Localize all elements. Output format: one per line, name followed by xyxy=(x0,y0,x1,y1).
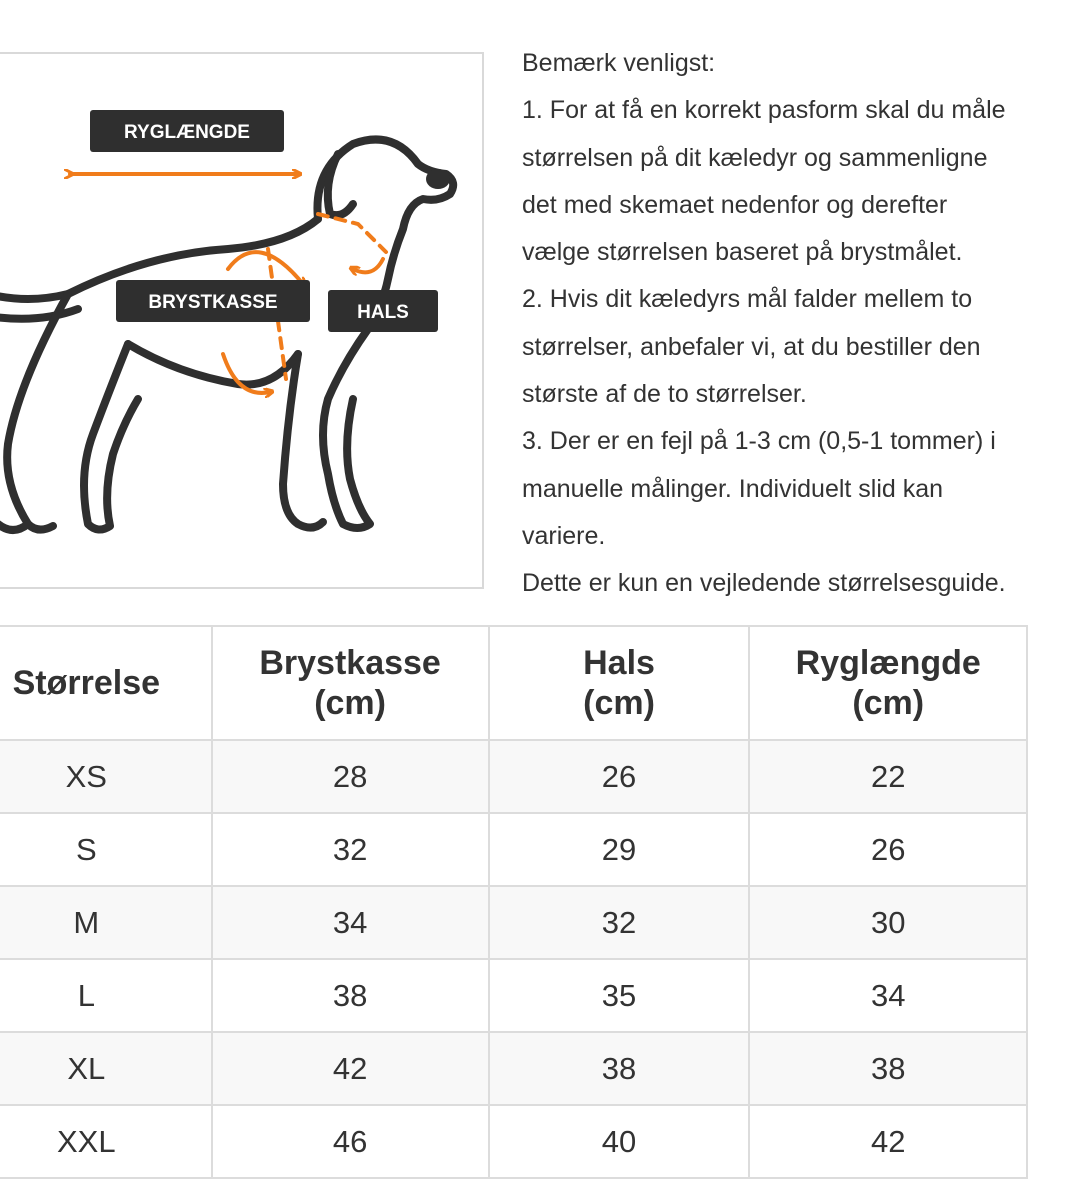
neck-label xyxy=(328,290,438,332)
cell-neck: 32 xyxy=(489,886,750,959)
chest-label xyxy=(116,280,310,322)
cell-size: M xyxy=(0,886,212,959)
cell-neck: 38 xyxy=(489,1032,750,1105)
size-table xyxy=(0,625,1028,1179)
table-row xyxy=(0,959,1027,1032)
dog-nose xyxy=(426,169,450,189)
chest-arrow-top xyxy=(228,252,303,284)
notes-line: størrelser, anbefaler vi, at du bestiller den xyxy=(522,332,981,361)
notes-line: manuelle målinger. Individuelt slid kan xyxy=(522,474,944,503)
dog-outline xyxy=(0,140,453,531)
notes-line: størrelsen på dit kæledyr og sammenligne xyxy=(522,143,988,172)
cell-size: XL xyxy=(0,1032,212,1105)
chest-arrow-bottom xyxy=(223,354,270,393)
header-chest: Brystkasse (cm) xyxy=(212,626,489,740)
cell-back-length: 22 xyxy=(749,740,1027,813)
cell-size: L xyxy=(0,959,212,1032)
cell-size: XXL xyxy=(0,1105,212,1178)
cell-back-length: 34 xyxy=(749,959,1027,1032)
table-row xyxy=(0,886,1027,959)
notes-line: vælge størrelsen baseret på brystmålet. xyxy=(522,238,963,267)
cell-chest: 34 xyxy=(212,886,489,959)
notes-line: 3. Der er en fejl på 1-3 cm (0,5-1 tommer) i xyxy=(522,427,996,456)
header-neck: Hals (cm) xyxy=(489,626,750,740)
neck-dashed-line xyxy=(318,214,386,252)
cell-back-length: 30 xyxy=(749,886,1027,959)
cell-back-length: 26 xyxy=(749,813,1027,886)
table-row xyxy=(0,1032,1027,1105)
cell-size: XS xyxy=(0,740,212,813)
cell-neck: 40 xyxy=(489,1105,750,1178)
size-notes xyxy=(522,40,1068,608)
header-size: Størrelse xyxy=(0,626,212,740)
neck-label-text: HALS xyxy=(357,302,409,323)
neck-arrow xyxy=(353,259,383,272)
table-row xyxy=(0,1105,1027,1178)
notes-line: 1. For at få en korrekt pasform skal du måle xyxy=(522,96,1006,125)
cell-chest: 28 xyxy=(212,740,489,813)
cell-back-length: 42 xyxy=(749,1105,1027,1178)
table-header-row xyxy=(0,626,1027,740)
back-length-label-text: RYGLÆNGDE xyxy=(124,122,250,143)
notes-line: Dette er kun en vejledende størrelsesguide. xyxy=(522,569,1006,598)
back-length-label xyxy=(90,110,284,152)
notes-heading: Bemærk venligst: xyxy=(522,49,716,77)
dog-measurement-diagram xyxy=(0,52,484,589)
chest-label-text: BRYSTKASSE xyxy=(148,292,278,313)
header-back-length: Ryglængde (cm) xyxy=(749,626,1027,740)
table-row xyxy=(0,740,1027,813)
cell-neck: 35 xyxy=(489,959,750,1032)
notes-line: 2. Hvis dit kæledyrs mål falder mellem to xyxy=(522,285,973,314)
notes-line: største af de to størrelser. xyxy=(522,380,807,409)
table-row xyxy=(0,813,1027,886)
cell-neck: 29 xyxy=(489,813,750,886)
dog-illustration xyxy=(0,54,484,589)
cell-back-length: 38 xyxy=(749,1032,1027,1105)
notes-line: variere. xyxy=(522,521,606,550)
cell-chest: 38 xyxy=(212,959,489,1032)
cell-neck: 26 xyxy=(489,740,750,813)
cell-chest: 42 xyxy=(212,1032,489,1105)
notes-line: det med skemaet nedenfor og derefter xyxy=(522,190,948,219)
cell-size: S xyxy=(0,813,212,886)
cell-chest: 32 xyxy=(212,813,489,886)
cell-chest: 46 xyxy=(212,1105,489,1178)
